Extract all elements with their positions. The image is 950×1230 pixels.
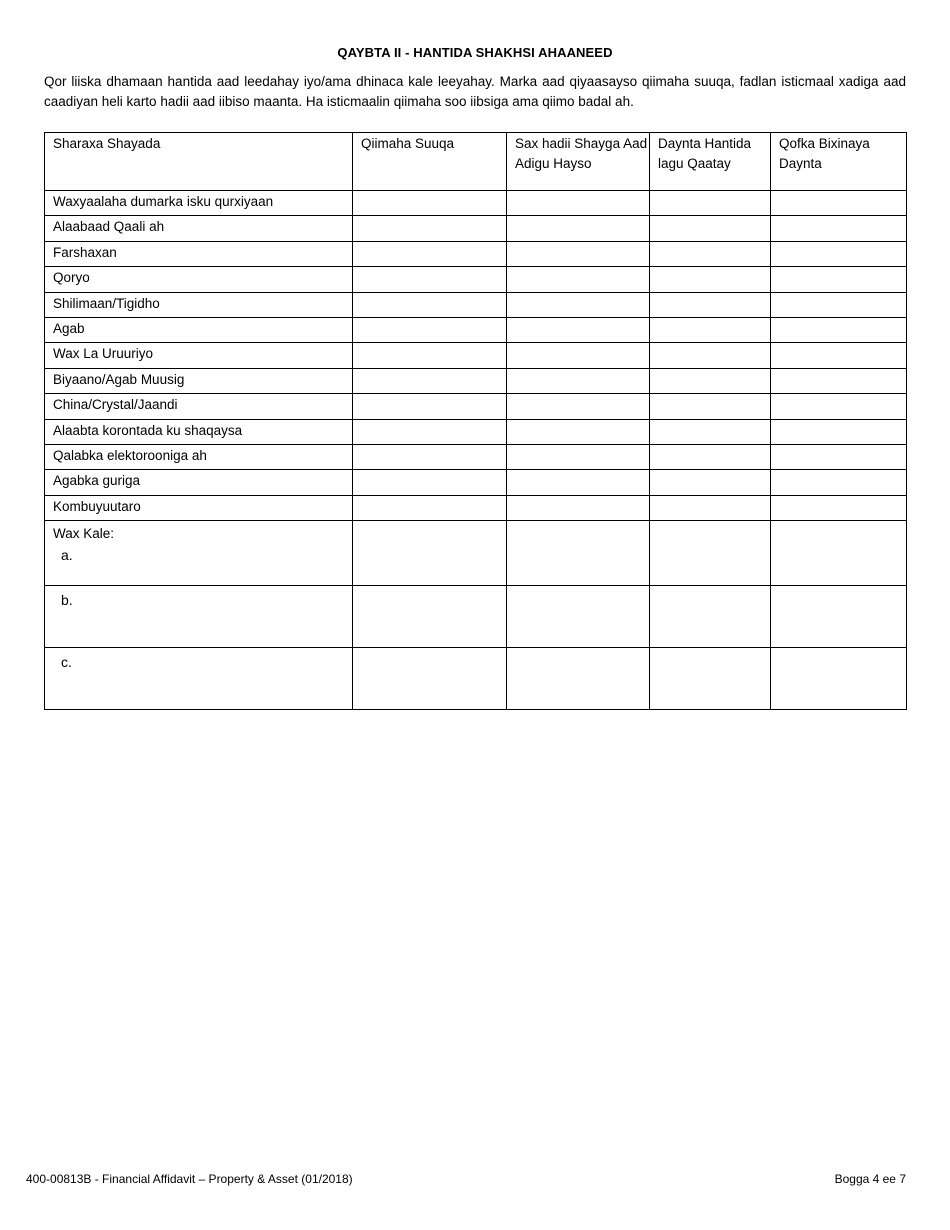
column-header-description: Sharaxa Shayada [45,133,353,191]
table-row [45,317,907,342]
other-item-letter-b: b. [61,592,73,609]
creditor-cell[interactable] [771,470,907,495]
creditor-cell[interactable] [771,368,907,393]
item-description: Agabka guriga [45,470,353,495]
debt-owed-cell[interactable] [650,267,771,292]
in-possession-cell[interactable] [507,191,650,216]
debt-owed-cell[interactable] [650,343,771,368]
instructions-paragraph: Qor liiska dhamaan hantida aad leedahay iyo/ama dhinaca kale leeyahay. Marka aad qiyaasayso qiimaha suuqa, fadlan isticmaal xadiga aad caadiyan heli karto hadii aad iibiso maanta. Ha isticmaalin qiimaha soo iibsiga ama qiimo badal ah. [44,74,906,109]
market-value-cell[interactable] [353,394,507,419]
table-row [45,470,907,495]
other-item-row-c [45,648,907,710]
market-value-cell[interactable] [353,343,507,368]
item-description: Qalabka elektorooniga ah [45,444,353,469]
creditor-cell[interactable] [771,444,907,469]
market-value-cell[interactable] [353,317,507,342]
market-value-cell[interactable] [353,444,507,469]
item-description: China/Crystal/Jaandi [45,394,353,419]
in-possession-cell[interactable] [507,586,650,648]
market-value-cell[interactable] [353,495,507,520]
debt-owed-cell[interactable] [650,470,771,495]
page-number: Bogga 4 ee 7 [834,1172,906,1186]
table-row [45,444,907,469]
column-header-in-possession: Sax hadii Shayga Aad Adigu Hayso [507,133,650,191]
in-possession-cell[interactable] [507,317,650,342]
debt-owed-cell[interactable] [650,495,771,520]
creditor-cell[interactable] [771,586,907,648]
debt-owed-cell[interactable] [650,241,771,266]
in-possession-cell[interactable] [507,648,650,710]
market-value-cell[interactable] [353,586,507,648]
creditor-cell[interactable] [771,419,907,444]
debt-owed-cell[interactable] [650,521,771,586]
table-row [45,267,907,292]
market-value-cell[interactable] [353,191,507,216]
item-description: Alaabta korontada ku shaqaysa [45,419,353,444]
item-description: Alaabaad Qaali ah [45,216,353,241]
table-row [45,292,907,317]
creditor-cell[interactable] [771,648,907,710]
creditor-cell[interactable] [771,521,907,586]
item-description: Kombuyuutaro [45,495,353,520]
in-possession-cell[interactable] [507,444,650,469]
other-item-letter-c: c. [61,654,72,671]
creditor-cell[interactable] [771,216,907,241]
market-value-cell[interactable] [353,648,507,710]
column-header-debt-owed: Daynta Hantida lagu Qaatay [650,133,771,191]
debt-owed-cell[interactable] [650,419,771,444]
market-value-cell[interactable] [353,216,507,241]
section-title: QAYBTA II - HANTIDA SHAKHSI AHAANEED [337,45,613,60]
creditor-cell[interactable] [771,292,907,317]
table-row [45,394,907,419]
item-description: Shilimaan/Tigidho [45,292,353,317]
column-header-creditor: Qofka Bixinaya Daynta [771,133,907,191]
in-possession-cell[interactable] [507,470,650,495]
other-item-description-a[interactable] [45,521,353,586]
debt-owed-cell[interactable] [650,648,771,710]
item-description: Qoryo [45,267,353,292]
creditor-cell[interactable] [771,343,907,368]
table-row [45,216,907,241]
market-value-cell[interactable] [353,241,507,266]
in-possession-cell[interactable] [507,394,650,419]
market-value-cell[interactable] [353,470,507,495]
in-possession-cell[interactable] [507,495,650,520]
item-description: Waxyaalaha dumarka isku qurxiyaan [45,191,353,216]
in-possession-cell[interactable] [507,267,650,292]
table-row [45,241,907,266]
item-description: Farshaxan [45,241,353,266]
creditor-cell[interactable] [771,317,907,342]
debt-owed-cell[interactable] [650,586,771,648]
in-possession-cell[interactable] [507,241,650,266]
creditor-cell[interactable] [771,191,907,216]
debt-owed-cell[interactable] [650,216,771,241]
debt-owed-cell[interactable] [650,444,771,469]
market-value-cell[interactable] [353,419,507,444]
other-item-row-b [45,586,907,648]
in-possession-cell[interactable] [507,343,650,368]
in-possession-cell[interactable] [507,521,650,586]
other-item-row-a [45,521,907,586]
in-possession-cell[interactable] [507,419,650,444]
column-header-market-value: Qiimaha Suuqa [353,133,507,191]
creditor-cell[interactable] [771,394,907,419]
debt-owed-cell[interactable] [650,292,771,317]
other-item-letter-a: a. [61,547,73,564]
in-possession-cell[interactable] [507,216,650,241]
table-row [45,495,907,520]
creditor-cell[interactable] [771,267,907,292]
item-description: Biyaano/Agab Muusig [45,368,353,393]
item-description: Wax La Uruuriyo [45,343,353,368]
table-row [45,343,907,368]
table-row [45,191,907,216]
debt-owed-cell[interactable] [650,191,771,216]
other-items-label: Wax Kale: [53,526,115,542]
debt-owed-cell[interactable] [650,368,771,393]
market-value-cell[interactable] [353,267,507,292]
form-identifier: 400-00813B - Financial Affidavit – Property & Asset (01/2018) [26,1172,353,1186]
table-header-row [45,133,907,191]
in-possession-cell[interactable] [507,292,650,317]
table-row [45,419,907,444]
personal-property-table [44,132,907,710]
market-value-cell[interactable] [353,368,507,393]
market-value-cell[interactable] [353,521,507,586]
other-item-description-b[interactable] [45,586,353,648]
table-row [45,368,907,393]
item-description: Agab [45,317,353,342]
in-possession-cell[interactable] [507,368,650,393]
debt-owed-cell[interactable] [650,317,771,342]
market-value-cell[interactable] [353,292,507,317]
other-item-description-c[interactable] [45,648,353,710]
debt-owed-cell[interactable] [650,394,771,419]
creditor-cell[interactable] [771,495,907,520]
creditor-cell[interactable] [771,241,907,266]
